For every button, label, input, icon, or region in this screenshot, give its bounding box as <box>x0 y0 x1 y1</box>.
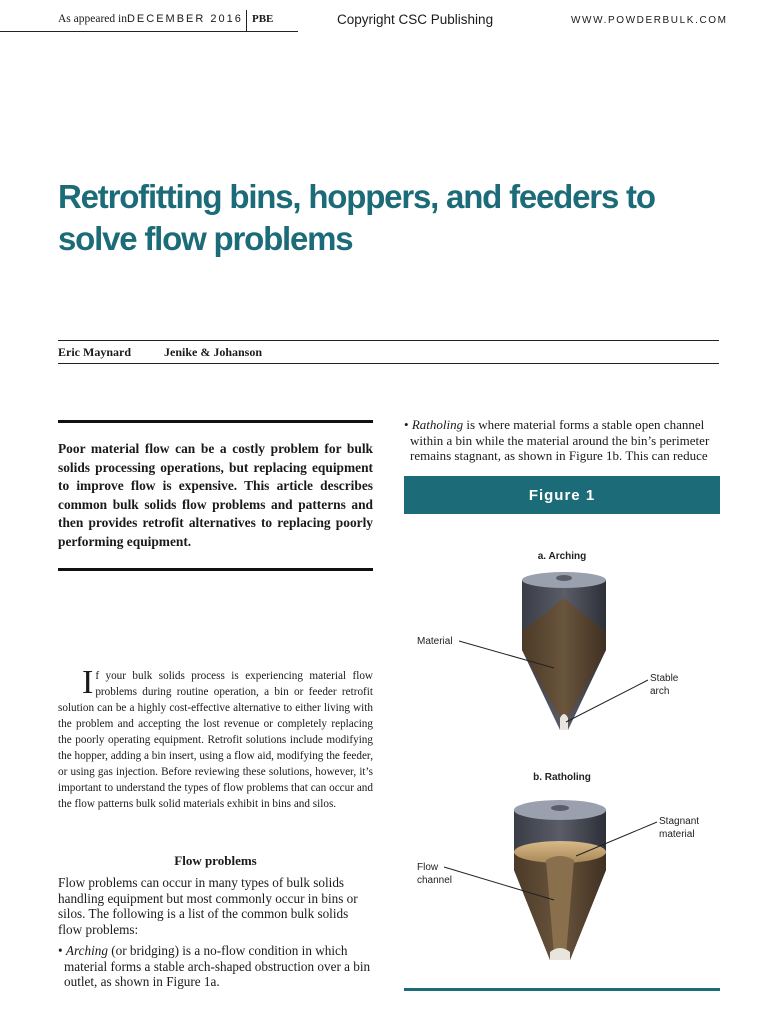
panel-b-heading: b. Ratholing <box>533 772 591 783</box>
author-organization: Jenike & Johanson <box>164 345 263 359</box>
issue-note <box>58 13 243 25</box>
ratholing-text: is where material forms a stable open channel within a bin while the material around the bin’s perimeter remains stagnant, as shown in Figure 1b. This can reduce <box>410 417 710 463</box>
appeared-prefix: As appeared in <box>58 13 127 25</box>
drop-cap: I <box>82 664 94 701</box>
label-stable: Stable <box>650 673 679 684</box>
arching-term: Arching <box>65 943 108 958</box>
label-flow: Flow <box>417 862 439 873</box>
panel-a-heading: a. Arching <box>537 551 587 562</box>
header-rule <box>0 31 298 32</box>
abstract-bottom-rule <box>58 568 373 571</box>
bullet-mark: • <box>404 417 409 432</box>
bullet-mark: • <box>58 943 63 958</box>
figure-banner: Figure 1 <box>404 476 720 514</box>
ratholing-bullet <box>404 417 726 464</box>
article-title: Retrofitting bins, hoppers, and feeders to solve flow problems <box>58 178 655 257</box>
label-channel: channel <box>417 875 453 886</box>
label-arch: arch <box>650 686 670 697</box>
label-stagnant-material: material <box>659 829 695 840</box>
intro-paragraph <box>58 664 373 812</box>
issue-date: DECEMBER 2016 <box>126 13 243 25</box>
byline-top-rule <box>58 340 719 341</box>
abstract: Poor material flow can be a costly problem for bulk solids processing operations, but replacing equipment to improve flow is expensive. This article describes common bulk solids flow problems and patterns and then provides retrofit alternatives to replacing poorly performing equipment. <box>58 441 373 549</box>
label-stagnant: Stagnant <box>659 816 700 827</box>
arching-text: (or bridging) is a no-flow condition in which material forms a stable arch-shaped obstruction over a bin outlet, as shown in Figure 1a. <box>64 943 371 989</box>
website-url: WWW.POWDERBULK.COM <box>571 15 728 26</box>
copyright-notice: Copyright CSC Publishing <box>337 12 494 27</box>
byline-bottom-rule <box>58 363 719 364</box>
label-material: Material <box>417 636 453 647</box>
section-paragraph: Flow problems can occur in many types of bulk solids handling equipment but most commonly occur in bins or silos. The following is a list of the common bulk solids flow problems: <box>58 875 358 937</box>
abstract-top-rule <box>58 420 373 423</box>
ratholing-bin-illustration <box>514 800 606 960</box>
arching-bin-illustration <box>522 572 606 730</box>
section-heading: Flow problems <box>174 853 257 868</box>
arching-bullet <box>58 943 379 990</box>
publication-name: PBE <box>252 13 274 25</box>
ratholing-term: Ratholing <box>411 417 464 432</box>
header-divider <box>246 10 247 32</box>
figure-bottom-rule <box>404 988 720 991</box>
figure-illustration <box>404 540 720 980</box>
intro-text: f your bulk solids process is experiencing material flow problems during routine operation, a bin or feeder retrofit solution can be a highly cost-effective alternative to either living with the problem and accepting the lost revenue or completely replacing the poorly operating equipment. Retrofit solutions include modifying the hopper, adding a bin insert, using a flow aid, modifying the feeder, or using gas injection. Before reviewing these solutions, however, it’s important to understand the types of flow problems that can occur and the flow patterns bulk solid materials exhibit in bins and silos. <box>58 670 373 810</box>
author-name: Eric Maynard <box>58 345 131 359</box>
